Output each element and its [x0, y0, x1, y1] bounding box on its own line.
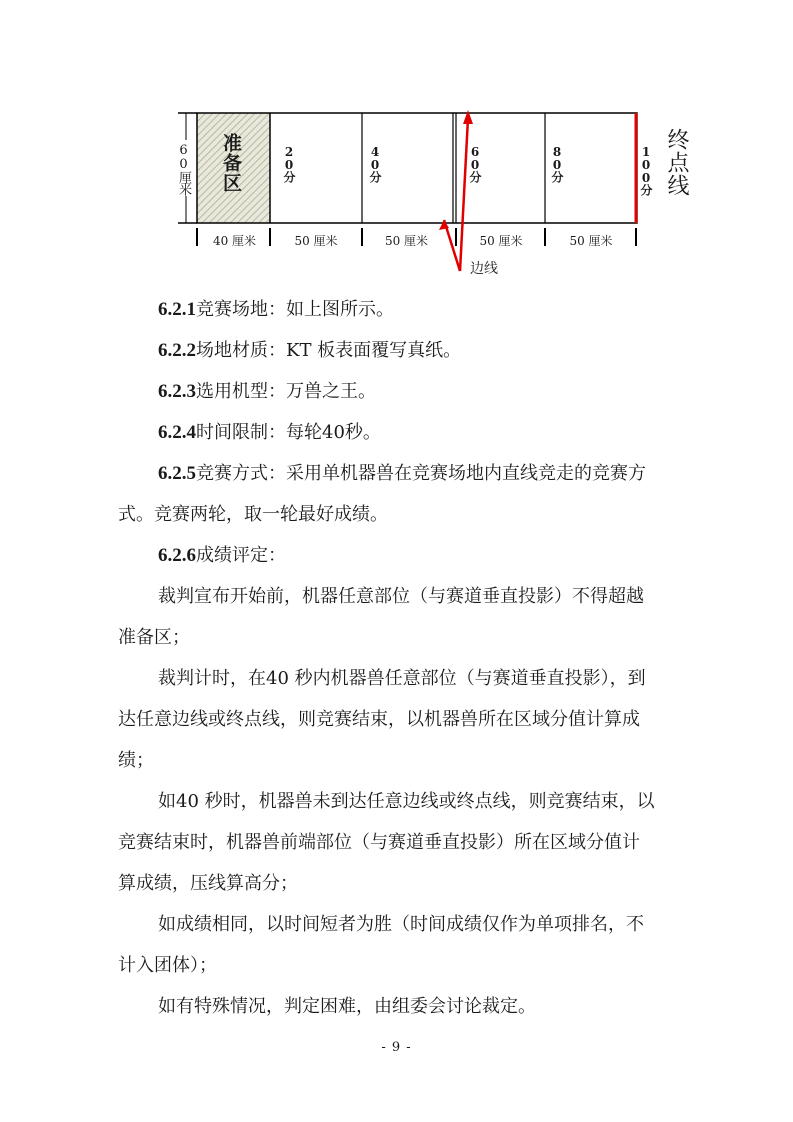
score-label-20: 20分	[282, 145, 296, 182]
segment-label: 50 厘米	[479, 234, 523, 248]
section-number: 6.2.6	[158, 545, 196, 566]
segment-label: 50 厘米	[569, 234, 613, 248]
score-label-80: 80分	[550, 145, 564, 182]
rule-paragraph-line: 如成绩相同，以时间短者为胜（时间成绩仅作为单项排名，不	[158, 914, 644, 935]
edge-line-label: 边线	[470, 261, 498, 277]
page-number: - 9 -	[381, 1040, 412, 1055]
segment-label: 40 厘米	[212, 234, 257, 248]
score-label-100: 100分	[639, 145, 653, 195]
section-6-2-1	[118, 289, 678, 330]
rule-paragraph-line: 绩；	[118, 750, 154, 771]
rule-paragraph-line: 达任意边线或终点线，则竞赛结束，以机器兽所在区域分值计算成	[118, 709, 640, 730]
track-width-label: 60厘米	[176, 143, 191, 195]
rule-paragraph-line: 如40 秒时，机器兽未到达任意边线或终点线，则竞赛结束，以	[158, 791, 655, 812]
section-text: 竞赛场地：如上图所示。	[196, 299, 394, 320]
rule-paragraph-line: 竞赛结束时，机器兽前端部位（与赛道垂直投影）所在区域分值计	[118, 832, 640, 853]
section-text: 时间限制：每轮40秒。	[196, 422, 381, 443]
section-text: 选用机型：万兽之王。	[196, 381, 376, 402]
section-number: 6.2.4	[158, 422, 196, 443]
section-text: 场地材质：KT 板表面覆写真纸。	[196, 340, 462, 361]
rule-paragraph-line: 裁判宣布开始前，机器任意部位（与赛道垂直投影）不得超越	[158, 586, 644, 607]
segment-label: 50 厘米	[294, 234, 338, 248]
score-label-60: 60分	[468, 145, 482, 182]
section-text: 竞赛方式：采用单机器兽在竞赛场地内直线竞走的竞赛方	[196, 463, 646, 484]
section-6-2-2	[118, 330, 678, 371]
rule-paragraph-line: 裁判计时，在40 秒内机器兽任意部位（与赛道垂直投影），到	[158, 668, 646, 689]
rule-paragraph-line: 准备区；	[118, 627, 190, 648]
rule-paragraph-line: 如有特殊情况，判定困难，由组委会讨论裁定。	[158, 996, 536, 1017]
section-number: 6.2.1	[158, 299, 196, 320]
section-number: 6.2.2	[158, 340, 196, 361]
section-6-2-4	[118, 412, 678, 453]
section-6-2-5-continued: 式。竞赛两轮，取一轮最好成绩。	[118, 504, 388, 525]
section-6-2-3	[118, 371, 678, 412]
document-body	[118, 289, 678, 1027]
section-number: 6.2.5	[158, 463, 196, 484]
section-6-2-6	[118, 535, 678, 576]
segment-label: 50 厘米	[384, 234, 429, 248]
rule-paragraph-line: 计入团体）；	[118, 955, 217, 976]
section-text: 成绩评定：	[196, 545, 286, 566]
section-6-2-5	[118, 453, 678, 494]
finish-line-label: 终点线	[664, 128, 689, 197]
prep-zone-label: 准备区	[220, 133, 242, 193]
score-label-40: 40分	[368, 145, 382, 182]
track-diagram	[0, 0, 793, 290]
rule-paragraph-line: 算成绩，压线算高分；	[118, 873, 298, 894]
section-number: 6.2.3	[158, 381, 196, 402]
